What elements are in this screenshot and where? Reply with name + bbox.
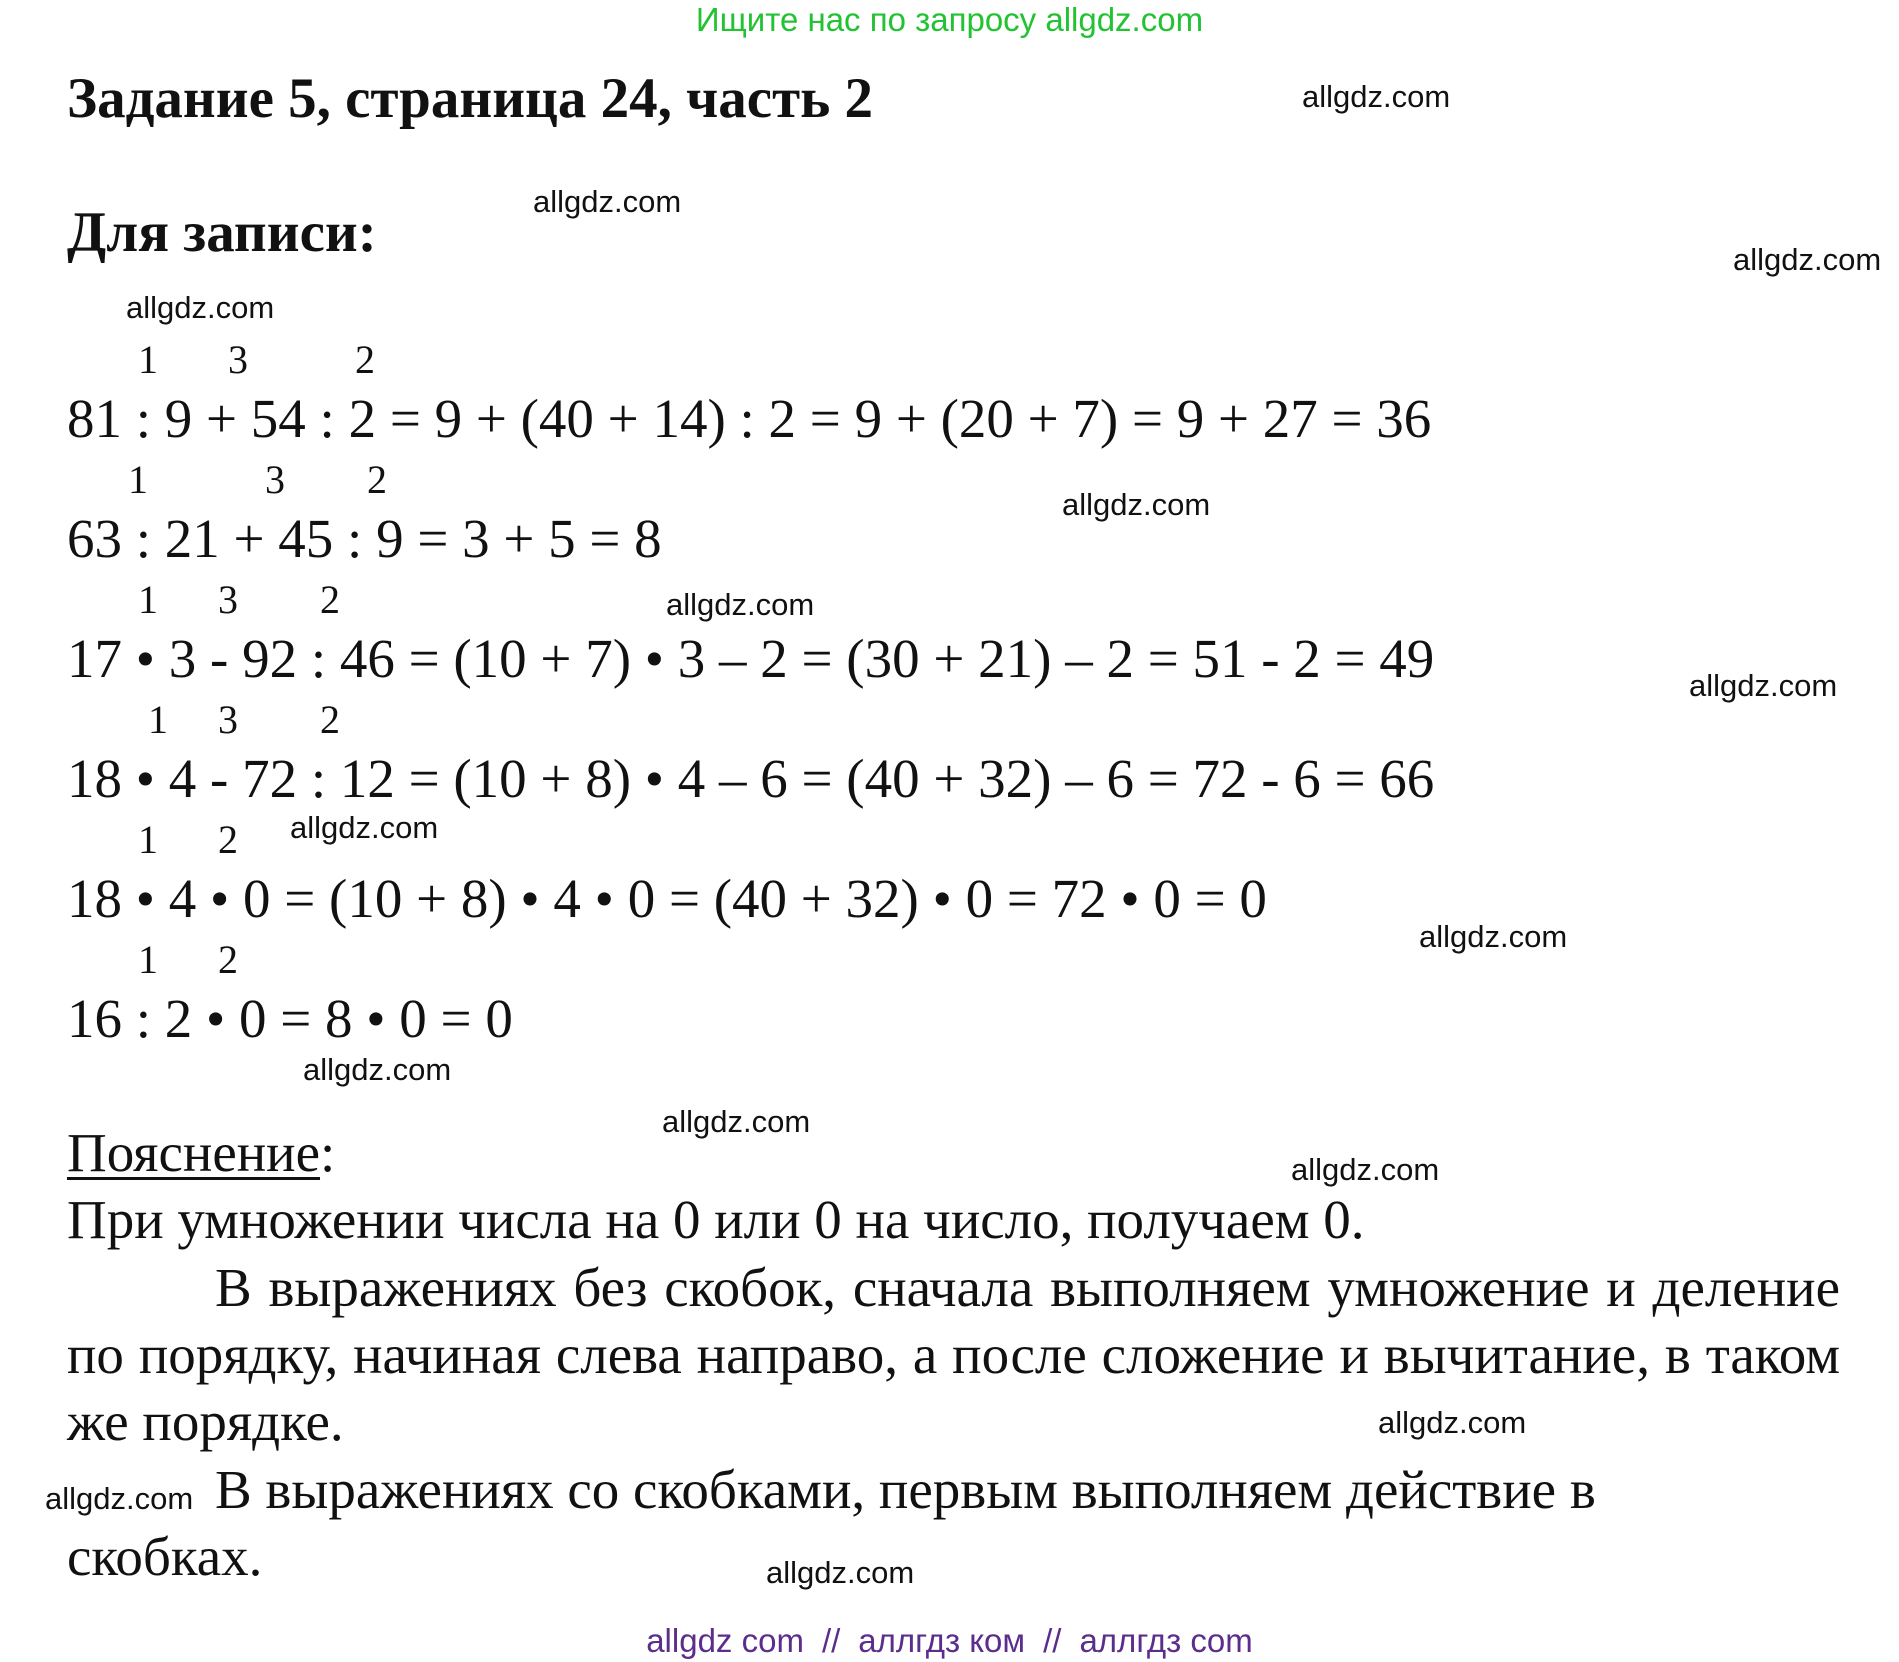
order-mark: 1 [138, 937, 158, 982]
expression-line: 18 • 4 - 72 : 12 = (10 + 8) • 4 – 6 = (40 + 32) – 6 = 72 - 6 = 66 [67, 748, 1435, 809]
watermark: allgdz.com [1302, 79, 1451, 114]
order-mark: 1 [138, 817, 158, 862]
expression-line: 81 : 9 + 54 : 2 = 9 + (40 + 14) : 2 = 9 + (20 + 7) = 9 + 27 = 36 [67, 388, 1432, 449]
watermark: allgdz.com [533, 184, 682, 219]
explanation-paragraph: В выражениях со скобками, первым выполняем действие в [215, 1459, 1596, 1520]
order-mark: 2 [320, 697, 340, 742]
order-mark: 3 [265, 457, 285, 502]
order-marks [0, 458, 1600, 502]
explanation-heading-text: Пояснение [67, 1122, 321, 1183]
order-mark: 1 [138, 337, 158, 382]
expression-line: 18 • 4 • 0 = (10 + 8) • 4 • 0 = (40 + 32) • 0 = 72 • 0 = 0 [67, 868, 1267, 929]
order-marks [0, 698, 1600, 742]
watermark: allgdz.com [1419, 919, 1568, 954]
search-hint: Ищите нас по запросу allgdz.com [695, 1, 1204, 38]
watermark: allgdz.com [1378, 1405, 1527, 1440]
order-mark: 2 [367, 457, 387, 502]
order-mark: 2 [218, 817, 238, 862]
expression-line: 17 • 3 - 92 : 46 = (10 + 7) • 3 – 2 = (30 + 21) – 2 = 51 - 2 = 49 [67, 628, 1435, 689]
footer-link[interactable]: аллгдз ком [858, 1622, 1026, 1659]
watermark: allgdz.com [45, 1481, 194, 1516]
order-marks [0, 938, 1600, 982]
order-mark: 2 [320, 577, 340, 622]
explanation-paragraph-continuation: скобках. [67, 1526, 263, 1587]
order-mark: 3 [218, 577, 238, 622]
expression-line: 16 : 2 • 0 = 8 • 0 = 0 [67, 988, 513, 1049]
watermark: allgdz.com [1733, 242, 1882, 277]
order-mark: 1 [148, 697, 168, 742]
section-heading: Для записи: [67, 201, 377, 264]
explanation-paragraph: В выражениях без скобок, сначала выполняем умножение и деление по порядку, начиная слева направо, а после сложение и вычитание, в таком же порядке. [67, 1257, 1840, 1452]
explanation-heading [67, 1120, 335, 1186]
footer-separator: // [1043, 1622, 1062, 1659]
watermark: allgdz.com [766, 1555, 915, 1590]
footer-link[interactable]: аллгдз com [1079, 1622, 1253, 1659]
order-marks [0, 818, 1600, 862]
watermark: allgdz.com [303, 1052, 452, 1087]
order-mark: 2 [355, 337, 375, 382]
order-mark: 1 [138, 577, 158, 622]
order-mark: 3 [218, 697, 238, 742]
page-title: Задание 5, страница 24, часть 2 [67, 67, 873, 130]
watermark: allgdz.com [666, 587, 815, 622]
watermark: allgdz.com [1689, 668, 1838, 703]
watermark: allgdz.com [290, 810, 439, 845]
footer-links [0, 1620, 1899, 1662]
explanation-paragraph: При умножении числа на 0 или 0 на число, получаем 0. [67, 1189, 1365, 1250]
watermark: allgdz.com [126, 290, 275, 325]
order-mark: 3 [228, 337, 248, 382]
order-mark: 1 [128, 457, 148, 502]
watermark: allgdz.com [1291, 1152, 1440, 1187]
footer-separator: // [821, 1622, 841, 1659]
order-mark: 2 [218, 937, 238, 982]
watermark: allgdz.com [662, 1104, 811, 1139]
expression-line: 63 : 21 + 45 : 9 = 3 + 5 = 8 [67, 508, 662, 569]
footer-link[interactable]: allgdz com [646, 1622, 804, 1659]
watermark: allgdz.com [1062, 487, 1211, 522]
order-marks [0, 338, 1600, 382]
explanation-heading-colon: : [320, 1122, 336, 1183]
